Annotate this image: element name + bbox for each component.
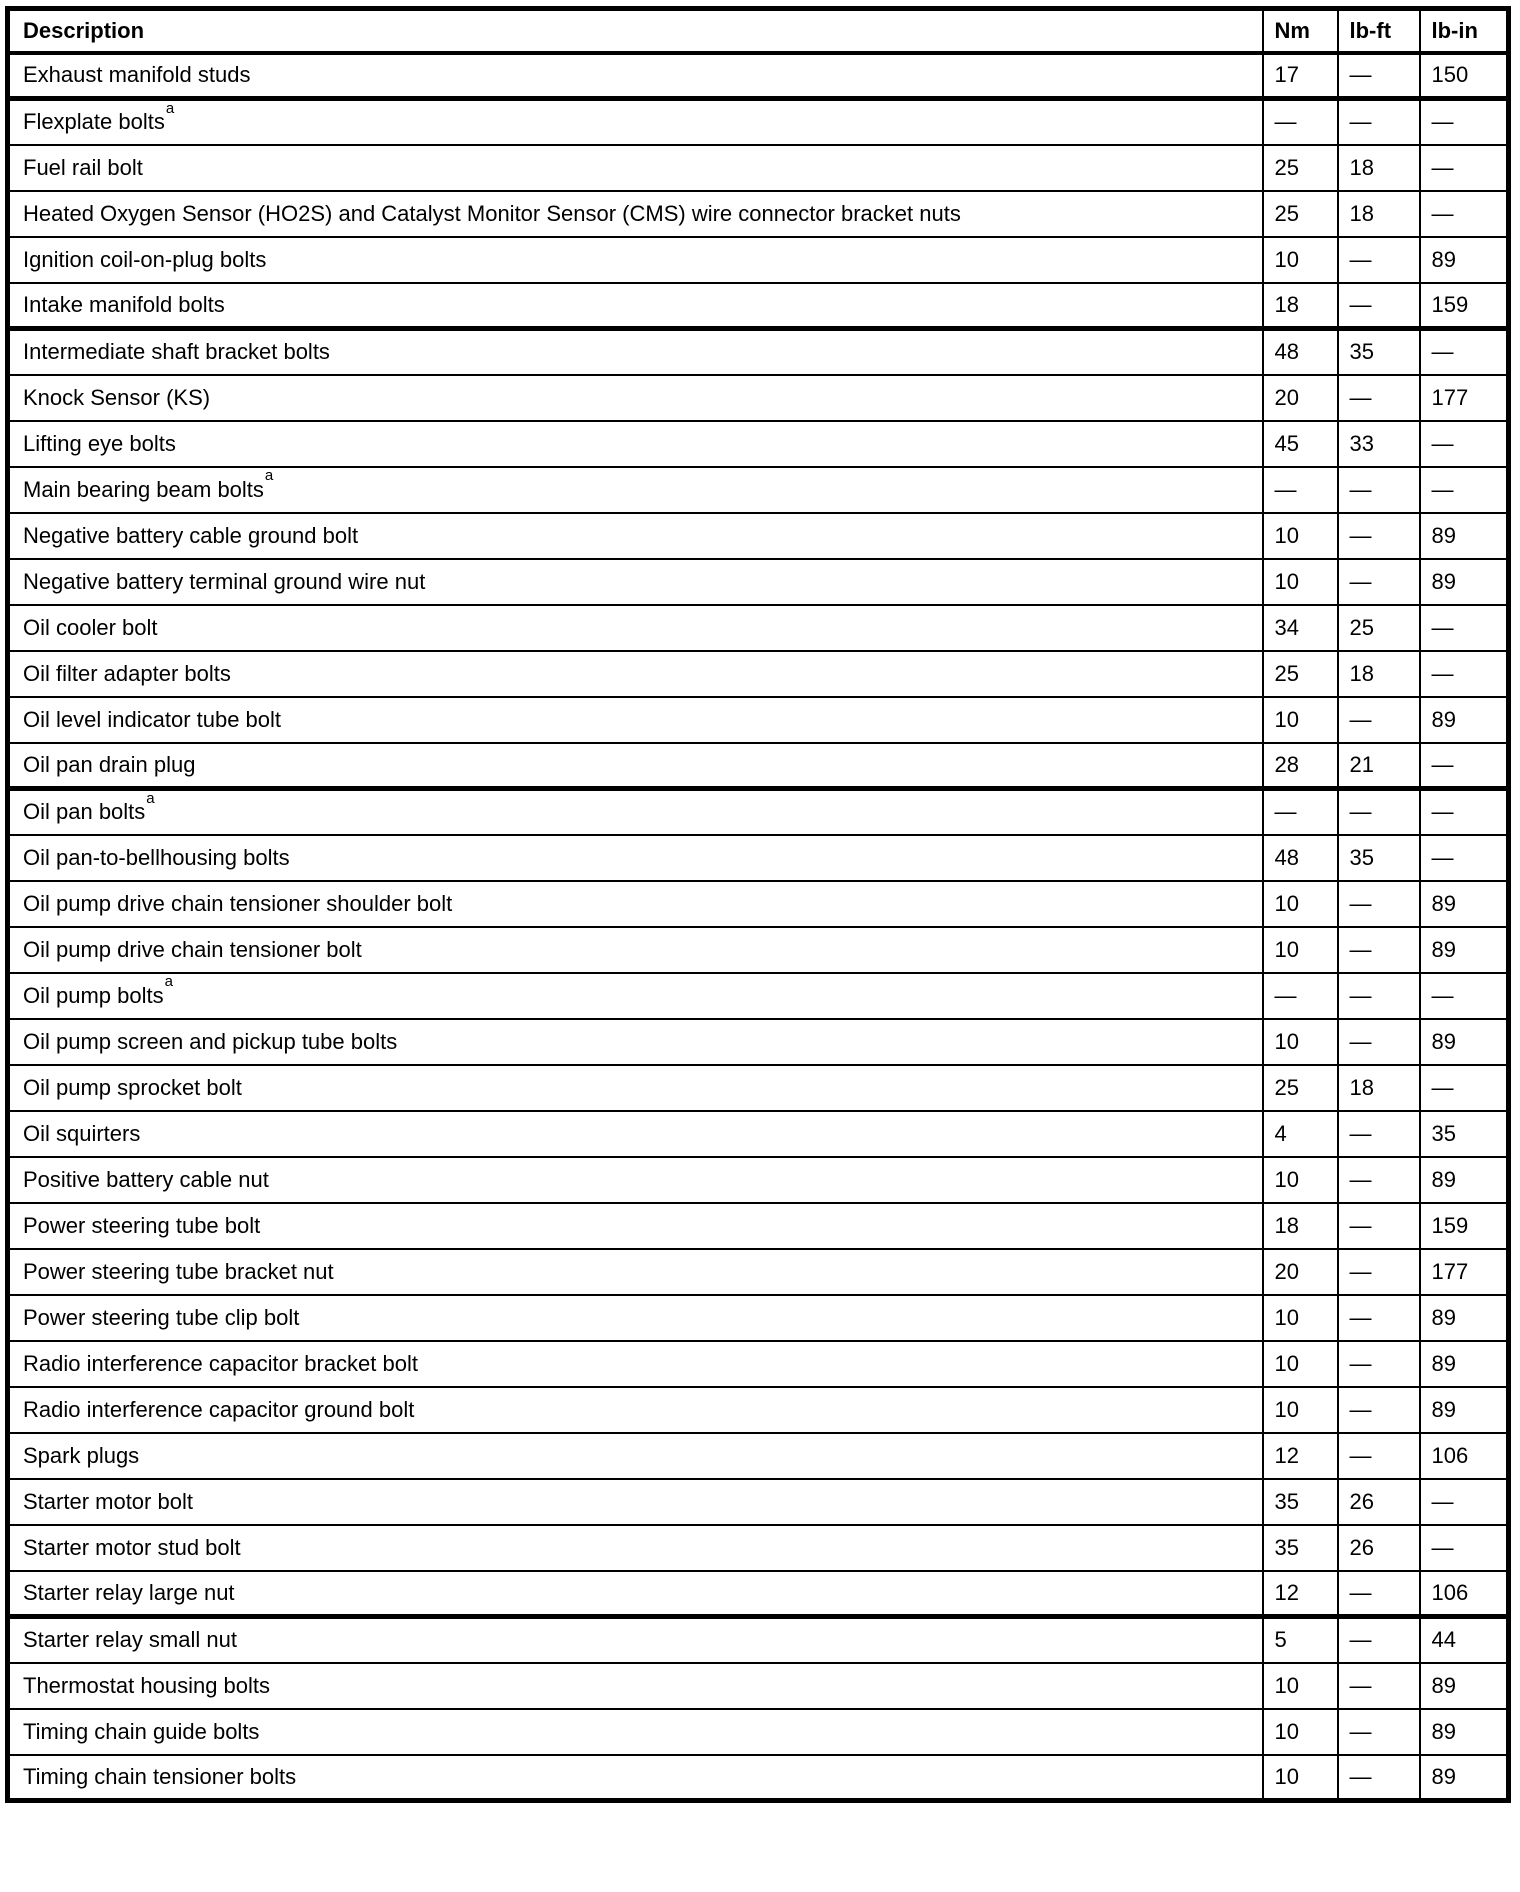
footnote-marker: a (164, 973, 173, 991)
description-text: Oil squirters (23, 1120, 141, 1146)
table-row (8, 743, 1509, 789)
lb-in-value: — (1420, 743, 1509, 789)
nm-value: 5 (1263, 1617, 1338, 1663)
lb-in-value: — (1420, 1479, 1509, 1525)
nm-value: 10 (1263, 1387, 1338, 1433)
footnote-marker: a (264, 467, 274, 485)
nm-value: 10 (1263, 1755, 1338, 1801)
description-text: Oil pan-to-bellhousing bolts (23, 844, 290, 870)
description-cell (8, 605, 1263, 651)
description-cell (8, 1387, 1263, 1433)
lb-in-value: 150 (1420, 53, 1509, 99)
description-cell (8, 835, 1263, 881)
lb-in-value: 89 (1420, 1295, 1509, 1341)
table-row (8, 1709, 1509, 1755)
description-text: Oil pump bolts (23, 982, 164, 1008)
description-text: Oil pan drain plug (23, 751, 196, 777)
description-text: Spark plugs (23, 1442, 140, 1468)
table-row (8, 835, 1509, 881)
lb-ft-value: — (1338, 1157, 1420, 1203)
nm-value: — (1263, 973, 1338, 1019)
description-cell (8, 1341, 1263, 1387)
description-text: Fuel rail bolt (23, 154, 143, 180)
nm-value: — (1263, 789, 1338, 835)
lb-in-value: 177 (1420, 375, 1509, 421)
nm-value: — (1263, 467, 1338, 513)
description-text: Oil level indicator tube bolt (23, 706, 282, 732)
lb-in-value: 177 (1420, 1249, 1509, 1295)
description-cell (8, 1617, 1263, 1663)
lb-ft-value: 26 (1338, 1479, 1420, 1525)
table-row (8, 1571, 1509, 1617)
description-cell (8, 743, 1263, 789)
description-text: Timing chain guide bolts (23, 1718, 260, 1744)
table-row (8, 1065, 1509, 1111)
table-row (8, 99, 1509, 145)
nm-value: 18 (1263, 283, 1338, 329)
nm-value: 28 (1263, 743, 1338, 789)
description-cell (8, 53, 1263, 99)
nm-value: — (1263, 99, 1338, 145)
table-row (8, 881, 1509, 927)
description-cell (8, 1663, 1263, 1709)
nm-value: 10 (1263, 1295, 1338, 1341)
lb-in-value: 89 (1420, 559, 1509, 605)
description-text: Radio interference capacitor bracket bolt (23, 1350, 418, 1376)
footnote-marker: a (165, 99, 175, 117)
table-row (8, 191, 1509, 237)
table-row (8, 1617, 1509, 1663)
description-cell (8, 1019, 1263, 1065)
lb-ft-value: — (1338, 1387, 1420, 1433)
nm-value: 48 (1263, 329, 1338, 375)
description-cell (8, 1525, 1263, 1571)
table-row (8, 467, 1509, 513)
lb-in-value: 89 (1420, 1709, 1509, 1755)
lb-ft-value: — (1338, 1571, 1420, 1617)
torque-specifications-table (5, 6, 1511, 1803)
lb-in-value: 89 (1420, 1019, 1509, 1065)
description-cell (8, 559, 1263, 605)
description-text: Intake manifold bolts (23, 291, 225, 317)
column-header-lb-ft: lb-ft (1338, 9, 1420, 53)
lb-in-value: 35 (1420, 1111, 1509, 1157)
lb-in-value: 89 (1420, 697, 1509, 743)
table-row (8, 145, 1509, 191)
description-cell (8, 191, 1263, 237)
lb-in-value: 89 (1420, 1755, 1509, 1801)
table-row (8, 1019, 1509, 1065)
description-cell (8, 1157, 1263, 1203)
lb-ft-value: 21 (1338, 743, 1420, 789)
lb-in-value: 106 (1420, 1433, 1509, 1479)
table-row (8, 237, 1509, 283)
description-text: Thermostat housing bolts (23, 1672, 271, 1698)
table-row (8, 283, 1509, 329)
description-cell (8, 1479, 1263, 1525)
lb-in-value: 159 (1420, 1203, 1509, 1249)
lb-in-value: — (1420, 99, 1509, 145)
column-header-nm: Nm (1263, 9, 1338, 53)
lb-ft-value: — (1338, 283, 1420, 329)
nm-value: 10 (1263, 513, 1338, 559)
lb-ft-value: — (1338, 1295, 1420, 1341)
description-text: Exhaust manifold studs (23, 62, 251, 88)
header-row (8, 9, 1509, 53)
nm-value: 18 (1263, 1203, 1338, 1249)
nm-value: 10 (1263, 1341, 1338, 1387)
lb-in-value: — (1420, 835, 1509, 881)
description-cell (8, 789, 1263, 835)
table-row (8, 421, 1509, 467)
lb-in-value: 89 (1420, 1157, 1509, 1203)
lb-in-value: — (1420, 973, 1509, 1019)
lb-ft-value: — (1338, 1433, 1420, 1479)
lb-in-value: — (1420, 145, 1509, 191)
column-header-description: Description (8, 9, 1263, 53)
description-text: Starter motor stud bolt (23, 1534, 241, 1560)
lb-in-value: — (1420, 421, 1509, 467)
lb-ft-value: 26 (1338, 1525, 1420, 1571)
description-cell (8, 1295, 1263, 1341)
description-text: Power steering tube clip bolt (23, 1304, 300, 1330)
description-text: Starter motor bolt (23, 1488, 193, 1514)
nm-value: 10 (1263, 1663, 1338, 1709)
description-text: Oil cooler bolt (23, 614, 158, 640)
lb-ft-value: — (1338, 1203, 1420, 1249)
lb-ft-value: — (1338, 1111, 1420, 1157)
lb-ft-value: — (1338, 1709, 1420, 1755)
description-cell (8, 881, 1263, 927)
table-row (8, 1755, 1509, 1801)
table-row (8, 513, 1509, 559)
description-text: Oil filter adapter bolts (23, 660, 231, 686)
lb-in-value: 89 (1420, 237, 1509, 283)
description-cell (8, 697, 1263, 743)
nm-value: 10 (1263, 697, 1338, 743)
table-row (8, 789, 1509, 835)
description-cell (8, 283, 1263, 329)
table-body (8, 53, 1509, 1801)
lb-ft-value: — (1338, 1249, 1420, 1295)
table-row (8, 1341, 1509, 1387)
description-cell (8, 1755, 1263, 1801)
description-text: Oil pump sprocket bolt (23, 1074, 242, 1100)
column-header-lb-in: lb-in (1420, 9, 1509, 53)
table-row (8, 1387, 1509, 1433)
lb-in-value: 44 (1420, 1617, 1509, 1663)
lb-ft-value: — (1338, 53, 1420, 99)
description-text: Timing chain tensioner bolts (23, 1763, 297, 1789)
description-text: Power steering tube bolt (23, 1212, 261, 1238)
lb-ft-value: — (1338, 375, 1420, 421)
lb-in-value: — (1420, 651, 1509, 697)
description-cell (8, 927, 1263, 973)
description-cell (8, 467, 1263, 513)
description-text: Positive battery cable nut (23, 1166, 269, 1192)
table-row (8, 1433, 1509, 1479)
description-cell (8, 1709, 1263, 1755)
table-row (8, 927, 1509, 973)
lb-ft-value: 18 (1338, 1065, 1420, 1111)
lb-in-value: 89 (1420, 927, 1509, 973)
description-text: Oil pump drive chain tensioner bolt (23, 936, 362, 962)
lb-in-value: 159 (1420, 283, 1509, 329)
table-row (8, 1479, 1509, 1525)
description-cell (8, 513, 1263, 559)
table-row (8, 53, 1509, 99)
description-text: Ignition coil-on-plug bolts (23, 246, 267, 272)
nm-value: 12 (1263, 1571, 1338, 1617)
description-cell (8, 421, 1263, 467)
description-text: Radio interference capacitor ground bolt (23, 1396, 415, 1422)
nm-value: 45 (1263, 421, 1338, 467)
description-text: Lifting eye bolts (23, 430, 176, 456)
lb-ft-value: — (1338, 1341, 1420, 1387)
lb-in-value: 89 (1420, 513, 1509, 559)
description-text: Oil pump screen and pickup tube bolts (23, 1028, 398, 1054)
table-row (8, 605, 1509, 651)
nm-value: 4 (1263, 1111, 1338, 1157)
table-row (8, 1157, 1509, 1203)
lb-in-value: 89 (1420, 1663, 1509, 1709)
lb-in-value: — (1420, 329, 1509, 375)
description-cell (8, 1065, 1263, 1111)
nm-value: 34 (1263, 605, 1338, 651)
table-header (8, 9, 1509, 53)
table-row (8, 1295, 1509, 1341)
description-text: Starter relay small nut (23, 1627, 237, 1653)
lb-ft-value: — (1338, 513, 1420, 559)
nm-value: 25 (1263, 191, 1338, 237)
table-row (8, 329, 1509, 375)
lb-in-value: 89 (1420, 1341, 1509, 1387)
table-row (8, 375, 1509, 421)
lb-ft-value: 18 (1338, 651, 1420, 697)
lb-ft-value: — (1338, 237, 1420, 283)
lb-ft-value: — (1338, 467, 1420, 513)
lb-ft-value: — (1338, 1019, 1420, 1065)
lb-ft-value: 18 (1338, 191, 1420, 237)
description-cell (8, 1249, 1263, 1295)
lb-in-value: 89 (1420, 881, 1509, 927)
lb-ft-value: 18 (1338, 145, 1420, 191)
description-text: Knock Sensor (KS) (23, 384, 211, 410)
nm-value: 10 (1263, 237, 1338, 283)
nm-value: 12 (1263, 1433, 1338, 1479)
description-cell (8, 1111, 1263, 1157)
lb-ft-value: — (1338, 789, 1420, 835)
description-text: Oil pump drive chain tensioner shoulder bolt (23, 890, 453, 916)
lb-ft-value: — (1338, 1755, 1420, 1801)
nm-value: 35 (1263, 1479, 1338, 1525)
nm-value: 10 (1263, 1019, 1338, 1065)
description-cell (8, 651, 1263, 697)
table-row (8, 1203, 1509, 1249)
table-row (8, 1663, 1509, 1709)
table-row (8, 973, 1509, 1019)
lb-ft-value: 35 (1338, 835, 1420, 881)
description-cell (8, 237, 1263, 283)
lb-ft-value: — (1338, 1617, 1420, 1663)
description-text: Starter relay large nut (23, 1579, 235, 1605)
lb-ft-value: — (1338, 559, 1420, 605)
description-text: Heated Oxygen Sensor (HO2S) and Catalyst Monitor Sensor (CMS) wire connector bracket nuts (23, 200, 961, 226)
table-row (8, 559, 1509, 605)
table-row (8, 1525, 1509, 1571)
description-text: Main bearing beam bolts (23, 476, 264, 502)
lb-in-value: — (1420, 191, 1509, 237)
lb-ft-value: 35 (1338, 329, 1420, 375)
table-row (8, 697, 1509, 743)
description-cell (8, 1203, 1263, 1249)
description-text: Oil pan bolts (23, 799, 146, 825)
description-cell (8, 145, 1263, 191)
description-cell (8, 1571, 1263, 1617)
table-row (8, 1249, 1509, 1295)
description-cell (8, 99, 1263, 145)
nm-value: 17 (1263, 53, 1338, 99)
description-cell (8, 1433, 1263, 1479)
lb-ft-value: — (1338, 881, 1420, 927)
lb-in-value: — (1420, 789, 1509, 835)
lb-in-value: — (1420, 467, 1509, 513)
nm-value: 25 (1263, 1065, 1338, 1111)
nm-value: 25 (1263, 145, 1338, 191)
lb-in-value: 89 (1420, 1387, 1509, 1433)
description-cell (8, 329, 1263, 375)
description-text: Power steering tube bracket nut (23, 1258, 334, 1284)
table-row (8, 1111, 1509, 1157)
lb-ft-value: — (1338, 99, 1420, 145)
description-text: Negative battery terminal ground wire nut (23, 568, 426, 594)
nm-value: 25 (1263, 651, 1338, 697)
lb-in-value: 106 (1420, 1571, 1509, 1617)
description-text: Flexplate bolts (23, 109, 165, 135)
description-cell (8, 375, 1263, 421)
nm-value: 10 (1263, 881, 1338, 927)
nm-value: 35 (1263, 1525, 1338, 1571)
lb-ft-value: — (1338, 1663, 1420, 1709)
nm-value: 48 (1263, 835, 1338, 881)
lb-ft-value: 25 (1338, 605, 1420, 651)
footnote-marker: a (146, 789, 155, 807)
description-text: Negative battery cable ground bolt (23, 522, 359, 548)
lb-in-value: — (1420, 605, 1509, 651)
nm-value: 10 (1263, 1709, 1338, 1755)
lb-ft-value: — (1338, 927, 1420, 973)
table-row (8, 651, 1509, 697)
description-text: Intermediate shaft bracket bolts (23, 339, 330, 365)
nm-value: 10 (1263, 927, 1338, 973)
nm-value: 10 (1263, 1157, 1338, 1203)
nm-value: 20 (1263, 375, 1338, 421)
lb-in-value: — (1420, 1065, 1509, 1111)
description-cell (8, 973, 1263, 1019)
lb-ft-value: 33 (1338, 421, 1420, 467)
nm-value: 10 (1263, 559, 1338, 605)
nm-value: 20 (1263, 1249, 1338, 1295)
lb-ft-value: — (1338, 973, 1420, 1019)
lb-in-value: — (1420, 1525, 1509, 1571)
lb-ft-value: — (1338, 697, 1420, 743)
